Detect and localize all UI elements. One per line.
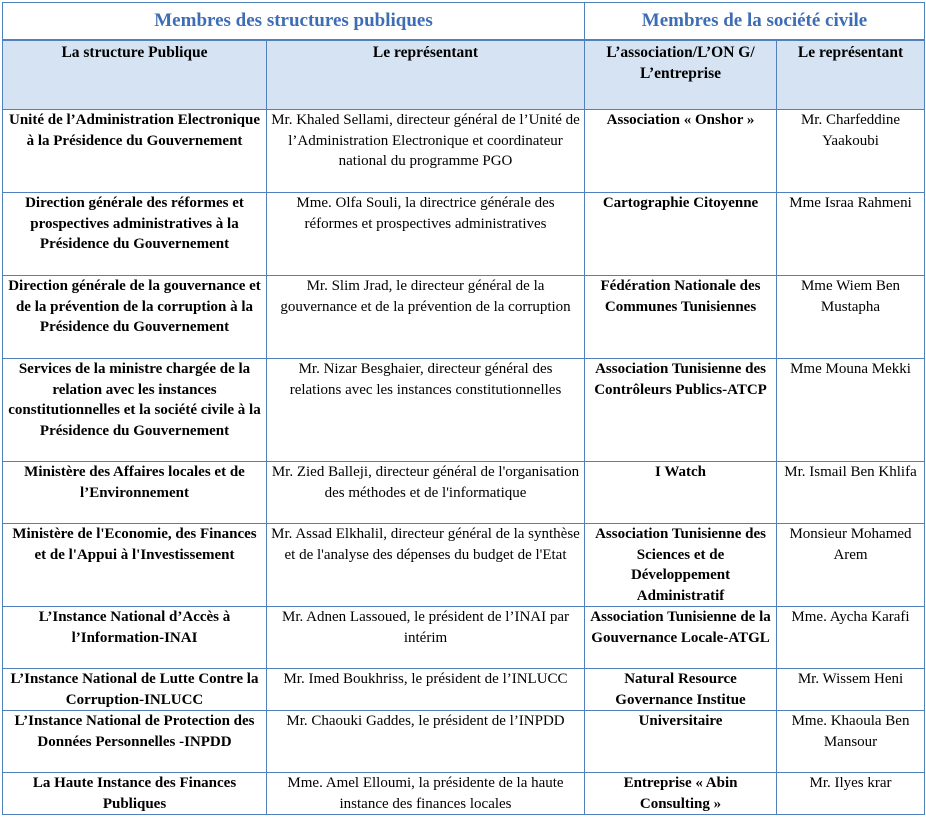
association-cell: Natural Resource Governance Institue xyxy=(585,669,777,711)
table-row xyxy=(3,462,925,524)
table-row xyxy=(3,276,925,359)
representant-cell: Mr. Chaouki Gaddes, le président de l’INPDD xyxy=(267,711,585,773)
structure-cell: Ministère de l'Economie, des Finances et de l'Appui à l'Investissement xyxy=(3,524,267,607)
representant-cell: Mr. Khaled Sellami, directeur général de l’Unité de l’Administration Electronique et coordinateur national du programme PGO xyxy=(267,110,585,193)
table-row xyxy=(3,669,925,711)
representant-cell: Mr. Imed Boukhriss, le président de l’INLUCC xyxy=(267,669,585,711)
association-cell: Universitaire xyxy=(585,711,777,773)
group-public-header: Membres des structures publiques xyxy=(3,3,585,41)
civil-representant-cell: Mr. Ismail Ben Khlifa xyxy=(777,462,925,524)
structure-cell: Services de la ministre chargée de la relation avec les instances constitutionnelles et la société civile à la Présidence du Gouvernement xyxy=(3,359,267,462)
association-cell: Entreprise « Abin Consulting » xyxy=(585,773,777,815)
representant-cell: Mr. Adnen Lassoued, le président de l’INAI par intérim xyxy=(267,607,585,669)
civil-representant-cell: Mr. Wissem Heni xyxy=(777,669,925,711)
association-cell: Association « Onshor » xyxy=(585,110,777,193)
structure-cell: Unité de l’Administration Electronique à la Présidence du Gouvernement xyxy=(3,110,267,193)
structure-cell: L’Instance National d’Accès à l’Information-INAI xyxy=(3,607,267,669)
table-row xyxy=(3,773,925,815)
association-cell: Cartographie Citoyenne xyxy=(585,193,777,276)
association-cell: Fédération Nationale des Communes Tunisiennes xyxy=(585,276,777,359)
col-header-representant: Le représentant xyxy=(267,40,585,110)
association-cell: Association Tunisienne des Contrôleurs Publics-ATCP xyxy=(585,359,777,462)
members-table xyxy=(2,2,925,815)
structure-cell: Direction générale de la gouvernance et de la prévention de la corruption à la Présidence du Gouvernement xyxy=(3,276,267,359)
civil-representant-cell: Mr. Ilyes krar xyxy=(777,773,925,815)
representant-cell: Mme. Amel Elloumi, la présidente de la haute instance des finances locales xyxy=(267,773,585,815)
civil-representant-cell: Mme Mouna Mekki xyxy=(777,359,925,462)
representant-cell: Mr. Slim Jrad, le directeur général de la gouvernance et de la prévention de la corruption xyxy=(267,276,585,359)
representant-cell: Mr. Zied Balleji, directeur général de l'organisation des méthodes et de l'informatique xyxy=(267,462,585,524)
civil-representant-cell: Monsieur Mohamed Arem xyxy=(777,524,925,607)
structure-cell: L’Instance National de Lutte Contre la Corruption-INLUCC xyxy=(3,669,267,711)
civil-representant-cell: Mme. Aycha Karafi xyxy=(777,607,925,669)
col-header-association: L’association/L’ON G/ L’entreprise xyxy=(585,40,777,110)
association-cell: Association Tunisienne de la Gouvernance Locale-ATGL xyxy=(585,607,777,669)
table-row xyxy=(3,110,925,193)
representant-cell: Mr. Assad Elkhalil, directeur général de la synthèse et de l'analyse des dépenses du budget de l'Etat xyxy=(267,524,585,607)
table-row xyxy=(3,711,925,773)
group-civil-header: Membres de la société civile xyxy=(585,3,925,41)
column-header-row xyxy=(3,40,925,110)
representant-cell: Mme. Olfa Souli, la directrice générale des réformes et prospectives administratives xyxy=(267,193,585,276)
structure-cell: La Haute Instance des Finances Publiques xyxy=(3,773,267,815)
civil-representant-cell: Mme Israa Rahmeni xyxy=(777,193,925,276)
col-header-civil-representant: Le représentant xyxy=(777,40,925,110)
table-row xyxy=(3,359,925,462)
table-row xyxy=(3,193,925,276)
representant-cell: Mr. Nizar Besghaier, directeur général des relations avec les instances constitutionnelles xyxy=(267,359,585,462)
table-row xyxy=(3,524,925,607)
group-header-row xyxy=(3,3,925,41)
col-header-structure: La structure Publique xyxy=(3,40,267,110)
structure-cell: L’Instance National de Protection des Données Personnelles -INPDD xyxy=(3,711,267,773)
structure-cell: Ministère des Affaires locales et de l’Environnement xyxy=(3,462,267,524)
association-cell: I Watch xyxy=(585,462,777,524)
structure-cell: Direction générale des réformes et prospectives administratives à la Présidence du Gouvernement xyxy=(3,193,267,276)
table-row xyxy=(3,607,925,669)
civil-representant-cell: Mme Wiem Ben Mustapha xyxy=(777,276,925,359)
civil-representant-cell: Mme. Khaoula Ben Mansour xyxy=(777,711,925,773)
association-cell: Association Tunisienne des Sciences et de Développement Administratif xyxy=(585,524,777,607)
civil-representant-cell: Mr. Charfeddine Yaakoubi xyxy=(777,110,925,193)
